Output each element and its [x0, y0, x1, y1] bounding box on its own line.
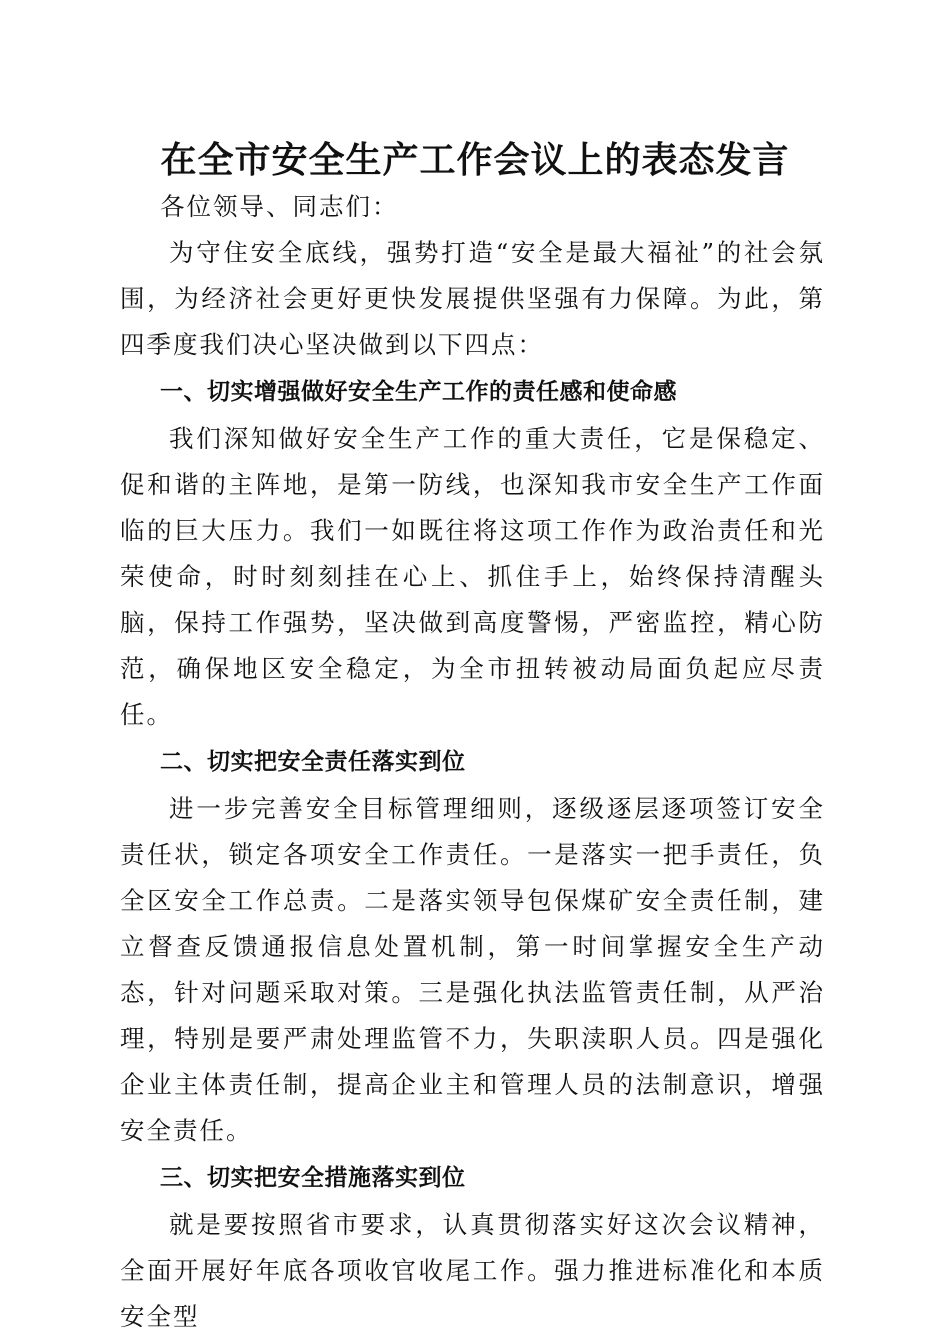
section-3-heading: 三、切实把安全措施落实到位 — [160, 1165, 466, 1191]
salutation: 各位领导、同志们： — [160, 192, 399, 221]
section-2-paragraph: 进一步完善安全目标管理细则，逐级逐层逐项签订安全责任状，锁定各项安全工作责任。一是落实一把手责任，负全区安全工作总责。二是落实领导包保煤矿安全责任制，建立督查反馈通报信息处置机制，第一时间掌握安全生产动态，针对问题采取对策。三是强化执法监管责任制，从严治理，特别是要严肃处理监管不力，失职渎职人员。四是强化企业主体责任制，提高企业主和管理人员的法制意识，增强安全责任。 — [120, 794, 825, 1145]
section-2-heading: 二、切实把安全责任落实到位 — [160, 749, 466, 775]
section-1-heading: 一、切实增强做好安全生产工作的责任感和使命感 — [160, 379, 677, 405]
section-3-paragraph: 就是要按照省市要求，认真贯彻落实好这次会议精神，全面开展好年底各项收官收尾工作。强力推进标准化和本质安全型 — [120, 1210, 825, 1331]
intro-paragraph: 为守住安全底线，强势打造“安全是最大福祉”的社会氛围，为经济社会更好更快发展提供坚强有力保障。为此，第四季度我们决心坚决做到以下四点： — [120, 238, 825, 359]
document-body — [120, 184, 825, 1340]
document-title: 在全市安全生产工作会议上的表态发言 — [160, 139, 790, 181]
section-1-paragraph: 我们深知做好安全生产工作的重大责任，它是保稳定、促和谐的主阵地，是第一防线，也深知我市安全生产工作面临的巨大压力。我们一如既往将这项工作作为政治责任和光荣使命，时时刻刻挂在心上、抓住手上，始终保持清醒头脑，保持工作强势，坚决做到高度警惕，严密监控，精心防范，确保地区安全稳定，为全市扭转被动局面负起应尽责任。 — [120, 424, 825, 729]
